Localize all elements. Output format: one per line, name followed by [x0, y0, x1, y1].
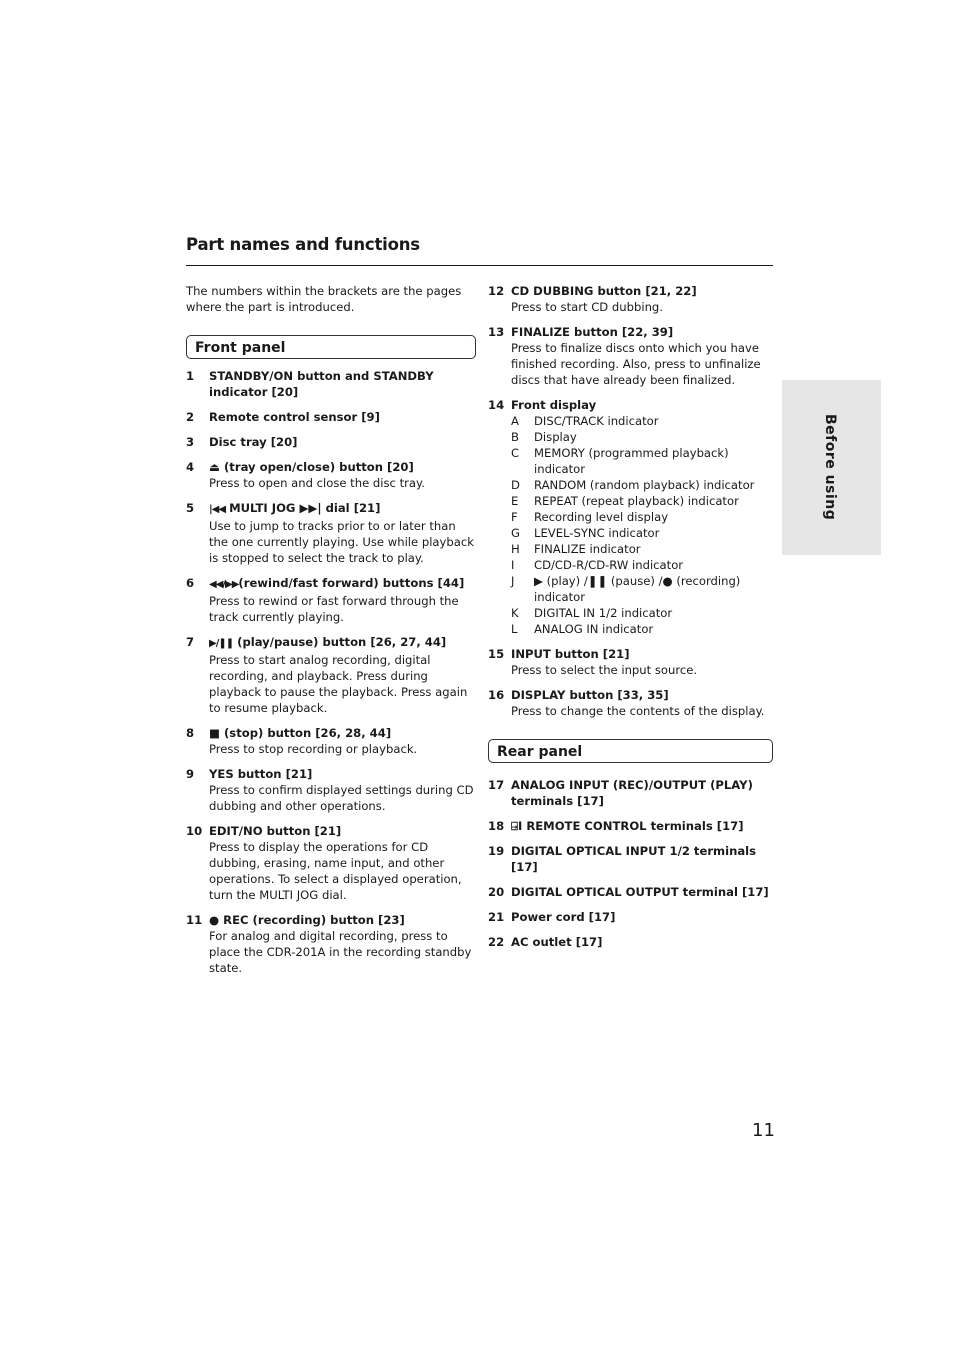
page-title: Part names and functions — [186, 235, 420, 254]
sub-letter: E — [511, 494, 519, 508]
item-number: 20 — [488, 885, 505, 899]
item-number: 6 — [186, 576, 195, 590]
item-description: Press to open and close the disc tray. — [209, 476, 425, 490]
item-number: 22 — [488, 935, 505, 949]
item-description: Press to confirm displayed settings during CD dubbing and other operations. — [209, 783, 474, 813]
item-title: (tray open/close) button [20] — [219, 460, 414, 474]
sub-item — [511, 509, 780, 525]
item-number: 2 — [186, 410, 195, 424]
sub-item — [511, 525, 780, 541]
side-tab — [782, 380, 881, 555]
item-title: AC outlet [17] — [511, 935, 603, 949]
item-description: Press to change the contents of the display. — [511, 704, 765, 718]
item-title: Power cord [17] — [511, 910, 616, 924]
sub-item — [511, 477, 780, 493]
rear-panel-heading: Rear panel — [488, 739, 773, 763]
list-item — [186, 725, 476, 757]
sub-letter: G — [511, 526, 520, 540]
sub-item — [511, 605, 780, 621]
sub-letter: L — [511, 622, 518, 636]
sub-letter: H — [511, 542, 520, 556]
item-title: (stop) button [26, 28, 44] — [219, 726, 392, 740]
skip-back-icon: |◀◀ — [209, 504, 226, 515]
item-number: 14 — [488, 398, 505, 412]
item-title: INPUT button [21] — [511, 647, 630, 661]
item-number: 3 — [186, 435, 195, 449]
sub-item — [511, 541, 780, 557]
right-column — [488, 283, 780, 959]
sub-text: Recording level display — [534, 510, 669, 524]
item-title: YES button [21] — [209, 767, 313, 781]
list-item — [488, 934, 780, 950]
item-number: 19 — [488, 844, 505, 858]
list-item — [186, 766, 476, 814]
item-title: Remote control sensor [9] — [209, 410, 380, 424]
left-column — [186, 283, 476, 985]
sub-letter: A — [511, 414, 519, 428]
item-number: 13 — [488, 325, 505, 339]
item-title: (play/pause) button [26, 27, 44] — [233, 635, 447, 649]
sub-item — [511, 445, 780, 477]
item-number: 9 — [186, 767, 195, 781]
item-description: Press to select the input source. — [511, 663, 698, 677]
list-item — [488, 324, 780, 388]
eject-icon: ⏏ — [209, 460, 220, 474]
item-title: STANDBY/ON button and STANDBY indicator [20] — [209, 369, 434, 399]
item-title: Disc tray [20] — [209, 435, 298, 449]
item-description: Press to start CD dubbing. — [511, 300, 663, 314]
item-number: 18 — [488, 819, 505, 833]
title-rule — [186, 265, 773, 266]
list-item — [186, 368, 476, 400]
page-number: 11 — [752, 1120, 775, 1141]
record-icon: ● — [209, 913, 220, 927]
item-number: 7 — [186, 635, 195, 649]
sub-text: ANALOG IN indicator — [534, 622, 654, 636]
item-number: 21 — [488, 910, 505, 924]
list-item — [488, 687, 780, 719]
item-description: Press to start analog recording, digital recording, and playback. Press during playback to pause the playback. Press again to resume playback. — [209, 653, 468, 715]
item-description: Press to display the operations for CD dubbing, erasing, name input, and other operations. To select a displayed operation, turn the MULTI JOG dial. — [209, 840, 462, 902]
sub-letter: I — [511, 558, 515, 572]
item-title: REC (recording) button [23] — [219, 913, 405, 927]
list-item — [186, 434, 476, 450]
item-title: CD DUBBING button [21, 22] — [511, 284, 697, 298]
item-number: 10 — [186, 824, 203, 838]
sub-letter: B — [511, 430, 519, 444]
list-item — [488, 843, 780, 875]
rewind-fast-forward-icon: ◀◀/▶▶ — [209, 579, 239, 590]
list-item — [186, 912, 476, 976]
sub-text: RANDOM (random playback) indicator — [534, 478, 755, 492]
item-title: Front display — [511, 398, 597, 412]
item-title: (rewind/fast forward) buttons [44] — [238, 576, 465, 590]
item-number: 15 — [488, 647, 505, 661]
list-item — [186, 575, 476, 625]
item-number: 8 — [186, 726, 195, 740]
item-number: 12 — [488, 284, 505, 298]
item-description: Use to jump to tracks prior to or later than the one currently playing. Use while playback is stopped to select the track to play. — [209, 519, 474, 565]
sub-item — [511, 621, 780, 637]
item-title: EDIT/NO button [21] — [209, 824, 342, 838]
sub-item — [511, 557, 780, 573]
sub-text: DISC/TRACK indicator — [534, 414, 659, 428]
list-item — [186, 409, 476, 425]
item-title: MULTI JOG ▶▶| dial [21] — [225, 501, 381, 515]
sub-text: REPEAT (repeat playback) indicator — [534, 494, 739, 508]
list-item — [488, 909, 780, 925]
sub-letter: K — [511, 606, 519, 620]
list-item — [186, 634, 476, 716]
side-tab-label: Before using — [822, 414, 838, 521]
item-title: DISPLAY button [33, 35] — [511, 688, 669, 702]
item-number: 16 — [488, 688, 505, 702]
list-item — [488, 646, 780, 678]
sub-text: CD/CD-R/CD-RW indicator — [534, 558, 684, 572]
sub-item — [511, 493, 780, 509]
list-item — [186, 823, 476, 903]
item-description: Press to finalize discs onto which you have finished recording. Also, press to unfinalize discs that have already been finalized. — [511, 341, 761, 387]
sub-item — [511, 413, 780, 429]
list-item — [186, 500, 476, 566]
list-item — [488, 283, 780, 315]
sub-text: LEVEL-SYNC indicator — [534, 526, 660, 540]
sub-text: MEMORY (programmed playback) indicator — [534, 446, 729, 476]
item-number: 1 — [186, 369, 195, 383]
play-pause-icon: ▶/❚❚ — [209, 638, 234, 649]
item-number: 5 — [186, 501, 195, 515]
list-item — [488, 777, 780, 809]
sub-letter: C — [511, 446, 520, 460]
item-description: Press to rewind or fast forward through the track currently playing. — [209, 594, 459, 624]
front-panel-heading: Front panel — [186, 335, 476, 359]
sub-item — [511, 429, 780, 445]
item-description: Press to stop recording or playback. — [209, 742, 418, 756]
list-item — [488, 818, 780, 834]
item-title: ANALOG INPUT (REC)/OUTPUT (PLAY) terminals [17] — [511, 778, 753, 808]
sub-text: ▶ (play) /❚❚ (pause) /● (recording) indicator — [534, 574, 741, 604]
front-display-item — [488, 397, 780, 637]
item-description: For analog and digital recording, press to place the CDR-201A in the recording standby state. — [209, 929, 472, 975]
list-item — [488, 884, 780, 900]
sub-text: FINALIZE indicator — [534, 542, 641, 556]
sub-letter: D — [511, 478, 520, 492]
item-number: 4 — [186, 460, 195, 474]
item-title: DIGITAL OPTICAL INPUT 1/2 terminals [17] — [511, 844, 757, 874]
sub-item — [511, 573, 780, 605]
remote-control-icon: ⍈ — [511, 819, 518, 833]
item-title: FINALIZE button [22, 39] — [511, 325, 674, 339]
sub-text: Display — [534, 430, 577, 444]
item-title: I REMOTE CONTROL terminals [17] — [517, 819, 744, 833]
stop-icon: ■ — [209, 726, 220, 740]
sub-letter: J — [511, 574, 515, 588]
item-number: 17 — [488, 778, 505, 792]
item-number: 11 — [186, 913, 203, 927]
sub-letter: F — [511, 510, 518, 524]
list-item — [186, 459, 476, 491]
sub-text: DIGITAL IN 1/2 indicator — [534, 606, 673, 620]
item-title: DIGITAL OPTICAL OUTPUT terminal [17] — [511, 885, 769, 899]
intro-text: The numbers within the brackets are the pages where the part is introduced. — [186, 284, 462, 314]
